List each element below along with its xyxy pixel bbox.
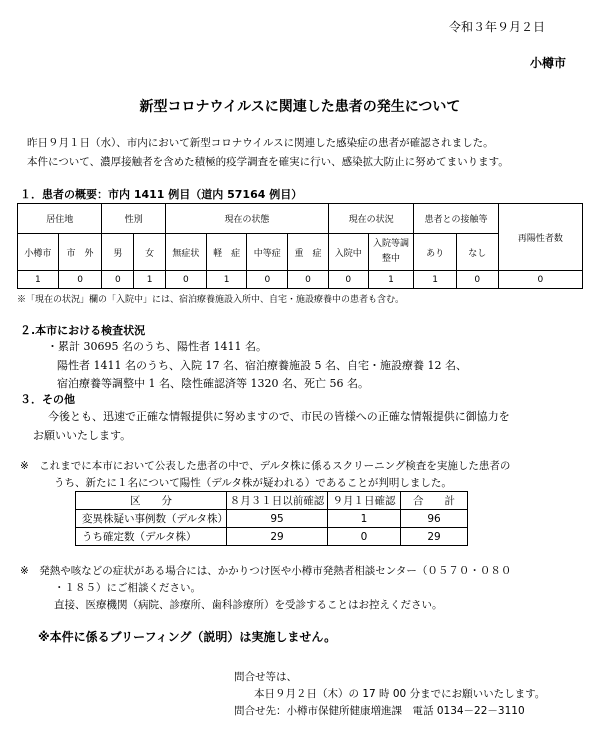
consult-line-3: 直接、医療機関（病院、診療所、歯科診療所）を受診することはお控えください。 — [54, 599, 443, 611]
sub-male: 男 — [102, 234, 134, 271]
value-asymptomatic: 0 — [166, 271, 207, 289]
delta-header-total: 合 計 — [401, 492, 468, 510]
document-title: 新型コロナウイルスに関連した患者の発生について — [139, 99, 461, 115]
group-current-status: 現在の状況 — [328, 204, 413, 234]
value-outside-city: 0 — [58, 271, 102, 289]
sub-moderate: 中等症 — [247, 234, 288, 271]
intro-line-1: 昨日９月１日（水）、市内において新型コロナウイルスに関連した感染症の患者が確認されました。 — [27, 137, 494, 149]
delta-row-suspected-total: 96 — [401, 510, 468, 528]
briefing-notice: ※本件に係るブリーフィング（説明）は実施しません。 — [38, 630, 337, 644]
table-row — [76, 528, 468, 546]
delta-row-confirmed-label: うち確定数（デルタ株） — [76, 528, 227, 546]
intro-line-2: 本件について、濃厚接触者を含めた積極的疫学調査を確実に行い、感染拡大防止に努めてまいります。 — [27, 156, 509, 168]
value-contact-yes: 1 — [414, 271, 457, 289]
delta-row-suspected-before: 95 — [227, 510, 328, 528]
sub-contact-yes: あり — [414, 234, 457, 271]
section2-line-3: 宿泊療養等調整中 1 名、陰性確認済等 1320 名、死亡 56 名。 — [57, 377, 369, 390]
delta-row-confirmed-sep1: 0 — [328, 528, 401, 546]
delta-line-1: ※ これまでに本市において公表した患者の中で、デルタ株に係るスクリーニング検査を実施した患者の — [20, 460, 511, 472]
value-contact-no: 0 — [456, 271, 498, 289]
section2-line-1: ・累計 30695 名のうち、陽性者 1411 名。 — [47, 340, 267, 353]
sub-contact-no: なし — [456, 234, 498, 271]
delta-row-confirmed-before: 29 — [227, 528, 328, 546]
value-female: 1 — [134, 271, 166, 289]
table-row — [76, 510, 468, 528]
value-otaru: 1 — [18, 271, 59, 289]
sub-severe: 重 症 — [288, 234, 329, 271]
value-hospitalized: 0 — [328, 271, 368, 289]
value-male: 0 — [102, 271, 134, 289]
value-mild: 1 — [206, 271, 247, 289]
sub-otaru: 小樽市 — [18, 234, 59, 271]
section3-line-1: 今後とも、迅速で正確な情報提供に努めますので、市民の皆様への正確な情報提供に御協力を — [48, 410, 510, 423]
value-severe: 0 — [288, 271, 329, 289]
section1-heading: １．患者の概要：市内 1411 例目（道内 57164 例目） — [20, 188, 303, 201]
contact-phone: 問合せ先：小樽市保健所健康増進課 電話 0134－22－3110 — [234, 705, 525, 717]
value-awaiting-admission: 1 — [368, 271, 414, 289]
value-moderate: 0 — [247, 271, 288, 289]
sub-asymptomatic: 無症状 — [166, 234, 207, 271]
delta-line-2: うち、新たに１名について陽性（デルタ株が疑われる）であることが判明しました。 — [54, 477, 452, 489]
sub-hospitalized: 入院中 — [328, 234, 368, 271]
group-repositive: 再陽性者数 — [498, 204, 582, 271]
delta-header-sep1: ９月１日確認 — [328, 492, 401, 510]
issuer-name: 小樽市 — [530, 56, 567, 70]
document-date: 令和３年９月２日 — [449, 20, 546, 34]
consult-line-2: ・１８５）にご相談ください。 — [54, 582, 201, 594]
table-footnote: ※「現在の状況」欄の「入院中」には、宿泊療養施設入所中、自宅・施設療養中の患者も含む。 — [17, 295, 405, 305]
sub-mild: 軽 症 — [206, 234, 247, 271]
delta-row-suspected-label: 変異株疑い事例数（デルタ株） — [76, 510, 227, 528]
section2-heading: ２.本市における検査状況 — [20, 324, 146, 337]
value-repositive: 0 — [498, 271, 582, 289]
section2-line-2: 陽性者 1411 名のうち、入院 17 名、宿泊療養施設 5 名、自宅・施設療養 12 名、 — [57, 359, 467, 372]
group-residence: 居住地 — [18, 204, 102, 234]
group-current-condition: 現在の状態 — [166, 204, 329, 234]
section3-line-2: お願いいたします。 — [33, 429, 132, 442]
group-contact: 患者との接触等 — [414, 204, 498, 234]
delta-header-category: 区 分 — [76, 492, 227, 510]
sub-female: 女 — [134, 234, 166, 271]
contact-line-1: 問合せ等は、 — [234, 671, 297, 683]
patient-summary-table — [17, 203, 583, 289]
contact-deadline: 本日９月２日（木）の 17 時 00 分までにお願いいたします。 — [254, 688, 546, 700]
sub-awaiting-admission: 入院等調整中 — [368, 234, 414, 271]
delta-row-confirmed-total: 29 — [401, 528, 468, 546]
consult-line-1: ※ 発熱や咳などの症状がある場合には、かかりつけ医や小樽市発熱者相談センター（０５７０・０８０ — [20, 565, 512, 577]
delta-row-suspected-sep1: 1 — [328, 510, 401, 528]
delta-header-before-aug31: ８月３１日以前確認 — [227, 492, 328, 510]
sub-outside-city: 市 外 — [58, 234, 102, 271]
group-sex: 性別 — [102, 204, 166, 234]
delta-variant-table — [75, 491, 468, 546]
section3-heading: ３．その他 — [20, 393, 75, 406]
